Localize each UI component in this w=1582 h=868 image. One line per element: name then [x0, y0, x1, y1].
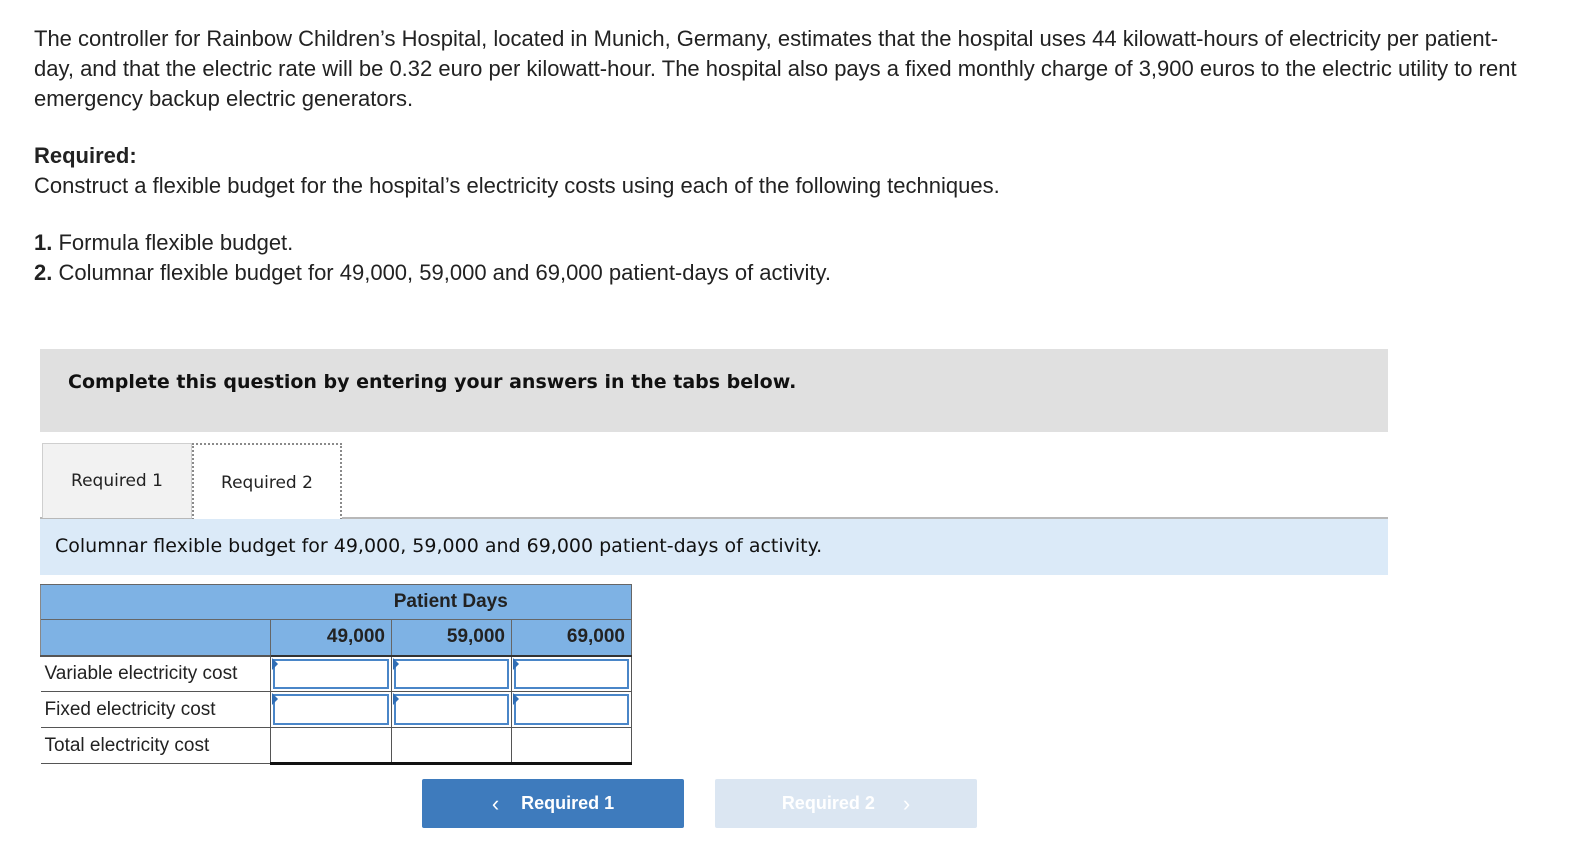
chevron-right-icon: › — [902, 790, 911, 816]
answer-cell — [512, 692, 632, 728]
required-item — [34, 228, 831, 258]
instructions-text: Complete this question by entering your answers in the tabs below. — [68, 371, 797, 393]
header-blank-cell — [41, 585, 271, 620]
answer-cell — [392, 692, 512, 728]
required-item-number: 2. — [34, 260, 53, 285]
answer-cell — [512, 656, 632, 692]
input-marker-icon — [272, 658, 278, 670]
row-label-total-cost: Total electricity cost — [41, 728, 271, 764]
tab-required-2[interactable]: Required 2 — [192, 443, 342, 520]
header-blank-cell — [41, 620, 271, 656]
input-marker-icon — [393, 693, 399, 705]
input-marker-icon — [513, 693, 519, 705]
required-item-text: Columnar flexible budget for 49,000, 59,000 and 69,000 patient-days of activity. — [58, 260, 832, 285]
table-row — [41, 692, 632, 728]
fixed-cost-69000-input[interactable] — [514, 694, 629, 725]
table-header-row — [41, 585, 632, 620]
chevron-left-icon: ‹ — [491, 790, 500, 816]
table-column-header-row — [41, 620, 632, 656]
input-marker-icon — [393, 658, 399, 670]
flexible-budget-table — [40, 584, 632, 765]
row-label-fixed-cost: Fixed electricity cost — [41, 692, 271, 728]
instructions-banner — [40, 349, 1388, 432]
row-label-variable-cost: Variable electricity cost — [41, 656, 271, 692]
required-item-text: Formula flexible budget. — [58, 230, 294, 255]
previous-tab-button[interactable] — [422, 779, 684, 828]
next-tab-button[interactable] — [715, 779, 977, 828]
patient-days-header: Patient Days — [271, 585, 632, 620]
required-heading: Required: — [34, 143, 137, 168]
fixed-cost-49000-input[interactable] — [273, 694, 389, 725]
problem-intro: The controller for Rainbow Children’s Hospital, located in Munich, Germany, estimates that the hospital uses 44 kilowatt-hours of electricity per patient-day, and that the electric rate will be 0.32 euro per kilowatt-hour. The hospital also pays a fixed monthly charge of 3,900 euros to the electric utility to rent emergency backup electric generators. — [34, 26, 1517, 111]
answer-cell — [271, 692, 392, 728]
next-tab-label: Required 2 — [781, 793, 875, 813]
required-item — [34, 258, 831, 288]
table-row — [41, 656, 632, 692]
tab-required-1[interactable]: Required 1 — [42, 443, 192, 518]
column-header-59000: 59,000 — [392, 620, 512, 656]
required-text: Construct a flexible budget for the hospital’s electricity costs using each of the following techniques. — [34, 173, 1000, 198]
column-header-69000: 69,000 — [512, 620, 632, 656]
tab-bar — [40, 443, 1388, 519]
answer-cell — [271, 656, 392, 692]
variable-cost-49000-input[interactable] — [273, 659, 389, 690]
column-header-49000: 49,000 — [271, 620, 392, 656]
input-marker-icon — [272, 693, 278, 705]
variable-cost-59000-input[interactable] — [394, 659, 509, 690]
total-cost-69000-cell — [512, 728, 632, 764]
total-cost-49000-cell — [271, 728, 392, 764]
variable-cost-69000-input[interactable] — [514, 659, 629, 690]
total-cost-59000-cell — [392, 728, 512, 764]
answer-cell — [392, 656, 512, 692]
required-list — [34, 228, 831, 288]
table-row — [41, 728, 632, 764]
previous-tab-label: Required 1 — [521, 793, 615, 813]
tab-content-heading-text: Columnar flexible budget for 49,000, 59,000 and 69,000 patient-days of activity. — [55, 535, 823, 557]
tab-content-heading — [40, 519, 1388, 575]
input-marker-icon — [513, 658, 519, 670]
fixed-cost-59000-input[interactable] — [394, 694, 509, 725]
required-item-number: 1. — [34, 230, 53, 255]
